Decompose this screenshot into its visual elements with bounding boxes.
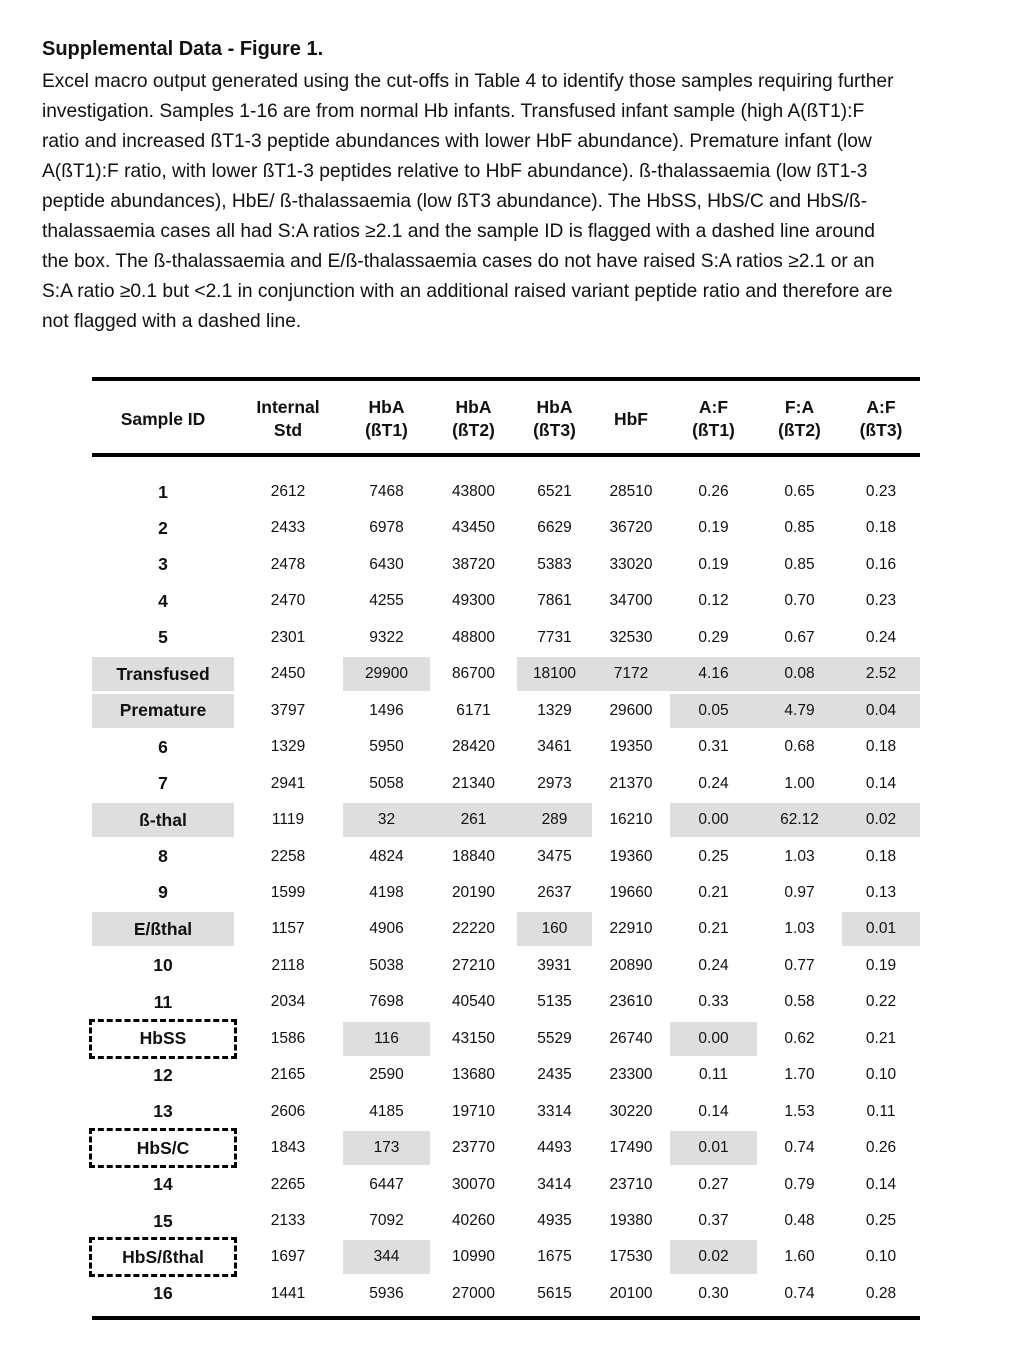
table-cell: 0.21 — [698, 883, 729, 901]
table-cell: 26740 — [609, 1029, 653, 1047]
table-cell: 173 — [343, 1131, 430, 1165]
column-header-line: (ßT3) — [533, 420, 576, 440]
table-cell: 17490 — [609, 1139, 653, 1157]
table-cell: 1.03 — [784, 847, 815, 865]
table-cell: 0.11 — [866, 1102, 896, 1120]
table-cell: 0.10 — [865, 1066, 897, 1084]
table-cell: 0.19 — [698, 555, 729, 573]
table-cell: 0.24 — [698, 956, 729, 974]
sample-id-cell: 8 — [158, 846, 168, 866]
table-cell: 36720 — [609, 519, 653, 537]
table-cell: 1329 — [270, 738, 306, 756]
table-cell: 0.21 — [698, 920, 729, 938]
figure-caption — [42, 67, 977, 337]
sample-id-cell: 16 — [153, 1283, 173, 1304]
table-cell: 18100 — [517, 657, 592, 691]
table-cell: 4906 — [369, 920, 404, 938]
table-cell: 3931 — [537, 956, 572, 974]
sample-id-cell: 12 — [153, 1064, 173, 1085]
table-cell: 29900 — [343, 657, 430, 691]
caption-line: ratio and increased ßT1-3 peptide abundances with lower HbF abundance). Premature infant (low — [42, 131, 872, 152]
column-header-line: HbA — [368, 397, 405, 417]
sample-id-cell: 10 — [153, 955, 173, 976]
table-top-rule — [92, 377, 920, 381]
table-cell: 32 — [343, 803, 430, 837]
table-cell: 1329 — [537, 701, 572, 719]
table-cell: 1843 — [270, 1139, 306, 1157]
sample-id-cell: Transfused — [92, 657, 234, 691]
table-cell: 6629 — [537, 519, 572, 537]
column-header — [430, 389, 517, 449]
sample-id-cell: 1 — [158, 481, 168, 502]
table-cell: 19380 — [609, 1212, 653, 1229]
table-cell: 0.25 — [865, 1212, 897, 1229]
table-cell: 32530 — [609, 628, 653, 646]
sample-id-cell: HbS/C — [92, 1131, 234, 1165]
table-cell: 0.24 — [865, 628, 897, 646]
table-cell: 0.26 — [698, 483, 729, 500]
table-cell: 2470 — [270, 592, 306, 610]
table-cell: 1.53 — [784, 1102, 815, 1120]
table-cell: 1441 — [270, 1284, 306, 1302]
table-cell: 2433 — [270, 519, 306, 537]
table-cell: 7698 — [369, 993, 404, 1011]
table-cell: 43450 — [451, 519, 496, 537]
table-cell: 40260 — [451, 1212, 496, 1229]
caption-line: investigation. Samples 1-16 are from normal Hb infants. Transfused infant sample (high A(ßT1):F — [42, 101, 865, 122]
table-cell: 0.27 — [698, 1175, 729, 1193]
table-cell: 21370 — [609, 774, 653, 792]
table-cell: 0.10 — [865, 1248, 897, 1266]
table-cell: 5936 — [369, 1284, 404, 1302]
figure-title: Supplemental Data - Figure 1. — [42, 38, 324, 60]
table-cell: 1.03 — [784, 920, 815, 938]
column-header-line: HbA — [536, 397, 573, 417]
table-cell: 0.24 — [698, 774, 729, 792]
table-cell: 116 — [343, 1022, 430, 1056]
table-cell: 1496 — [369, 701, 404, 719]
column-header-line: HbF — [613, 408, 649, 429]
table-cell: 2478 — [270, 555, 306, 573]
table-cell: 0.14 — [698, 1102, 729, 1120]
table-cell: 29600 — [609, 701, 653, 719]
table-cell: 2435 — [537, 1066, 572, 1084]
table-cell: 0.00 — [670, 1022, 757, 1056]
column-header — [757, 389, 842, 449]
table-cell: 0.74 — [784, 1139, 815, 1157]
table-cell: 5529 — [537, 1029, 572, 1047]
table-cell: 0.77 — [784, 956, 815, 974]
table-cell: 23710 — [609, 1175, 653, 1193]
sample-id-cell: 14 — [153, 1174, 173, 1195]
table-cell: 2941 — [270, 774, 306, 792]
table-header-rule — [92, 453, 920, 457]
table-cell: 7092 — [369, 1212, 404, 1229]
table-cell: 7172 — [592, 657, 670, 691]
table-cell: 6430 — [369, 555, 404, 573]
table-cell: 6447 — [369, 1175, 404, 1193]
table-cell: 0.58 — [784, 993, 815, 1011]
table-cell: 28510 — [609, 483, 653, 500]
table-cell: 21340 — [451, 774, 496, 792]
table-cell: 43800 — [451, 483, 496, 500]
table-cell: 3475 — [537, 847, 572, 865]
caption-line: S:A ratio ≥0.1 but <2.1 in conjunction with an additional raised variant peptide ratio and therefore are — [42, 281, 893, 302]
table-cell: 0.18 — [865, 738, 897, 756]
table-cell: 1586 — [270, 1029, 306, 1047]
table-cell: 19660 — [609, 883, 653, 901]
column-header-line: (ßT2) — [778, 420, 821, 440]
table-cell: 7861 — [537, 592, 572, 610]
table-cell: 4255 — [369, 592, 404, 610]
table-cell: 0.02 — [842, 803, 920, 837]
table-cell: 4.16 — [670, 657, 757, 691]
column-header-line: Internal — [256, 397, 320, 417]
table-cell: 2118 — [271, 956, 305, 974]
caption-line: not flagged with a dashed line. — [42, 311, 302, 332]
table-cell: 0.67 — [784, 628, 815, 646]
table-cell: 1119 — [271, 811, 305, 829]
table-cell: 5615 — [537, 1284, 572, 1302]
table-cell: 0.79 — [784, 1175, 815, 1193]
table-cell: 0.18 — [865, 847, 897, 865]
table-cell: 9322 — [369, 628, 404, 646]
column-header-line: Std — [273, 420, 303, 440]
column-header — [842, 389, 920, 449]
table-cell: 4935 — [537, 1212, 572, 1229]
column-header-line: A:F — [698, 397, 729, 417]
table-cell: 0.37 — [698, 1212, 729, 1229]
column-header-line: (ßT2) — [452, 420, 495, 440]
table-cell: 0.97 — [784, 883, 815, 901]
table-cell: 20890 — [609, 956, 653, 974]
table-cell: 23770 — [451, 1139, 496, 1157]
table-cell: 0.31 — [698, 738, 729, 756]
table-cell: 2612 — [270, 483, 306, 500]
table-cell: 289 — [517, 803, 592, 837]
table-cell: 43150 — [451, 1029, 496, 1047]
column-header-line: F:A — [784, 397, 815, 417]
table-cell: 0.14 — [865, 774, 897, 792]
table-cell: 33020 — [609, 555, 653, 573]
table-cell: 2973 — [537, 774, 572, 792]
column-header-line: Sample ID — [120, 408, 206, 429]
table-cell: 5135 — [537, 993, 572, 1011]
table-cell: 0.74 — [784, 1284, 815, 1302]
table-cell: 0.85 — [784, 555, 815, 573]
table-cell: 0.13 — [865, 883, 897, 901]
table-cell: 6171 — [456, 701, 491, 719]
sample-id-cell: E/ßthal — [92, 912, 234, 946]
table-cell: 160 — [517, 912, 592, 946]
table-cell: 0.26 — [865, 1139, 897, 1157]
table-cell: 2637 — [537, 883, 572, 901]
table-cell: 0.65 — [784, 483, 815, 500]
sample-id-cell: HbS/ßthal — [92, 1240, 234, 1274]
table-cell: 0.16 — [865, 555, 897, 573]
table-cell: 2450 — [270, 665, 306, 683]
table-cell: 1675 — [537, 1248, 572, 1266]
table-cell: 19350 — [609, 738, 653, 756]
table-cell: 0.29 — [698, 628, 729, 646]
table-cell: 20190 — [451, 883, 496, 901]
column-header-line: (ßT1) — [692, 420, 735, 440]
table-cell: 0.33 — [698, 993, 729, 1011]
table-cell: 30220 — [609, 1102, 653, 1120]
table-cell: 19710 — [451, 1102, 496, 1120]
table-cell: 261 — [430, 803, 517, 837]
table-cell: 30070 — [451, 1175, 496, 1193]
table-cell: 4185 — [369, 1102, 404, 1120]
table-cell: 49300 — [451, 592, 496, 610]
table-cell: 22220 — [451, 920, 496, 938]
table-cell: 3414 — [537, 1175, 572, 1193]
table-cell: 4198 — [369, 883, 404, 901]
table-cell: 0.05 — [670, 694, 757, 728]
table-cell: 5058 — [369, 774, 404, 792]
table-cell: 62.12 — [757, 803, 842, 837]
sample-id-cell: 15 — [153, 1210, 173, 1231]
table-cell: 20100 — [609, 1284, 653, 1302]
table-cell: 1.00 — [784, 774, 815, 792]
table-cell: 48800 — [451, 628, 496, 646]
sample-id-cell: 5 — [158, 627, 168, 648]
table-cell: 0.11 — [698, 1066, 729, 1084]
table-cell: 2265 — [270, 1175, 306, 1193]
sample-id-cell: 6 — [158, 736, 168, 757]
column-header-line: HbA — [455, 397, 492, 417]
table-cell: 5038 — [369, 956, 404, 974]
sample-id-cell: 13 — [153, 1101, 173, 1122]
table-cell: 0.19 — [865, 956, 897, 974]
table-cell: 2034 — [270, 993, 306, 1011]
table-cell: 7468 — [369, 483, 404, 500]
table-cell: 344 — [343, 1240, 430, 1274]
column-header — [592, 389, 670, 449]
table-cell: 0.23 — [865, 483, 897, 500]
table-cell: 1697 — [270, 1248, 306, 1266]
table-cell: 0.21 — [865, 1029, 897, 1047]
table-cell: 0.48 — [784, 1212, 815, 1229]
table-cell: 0.19 — [698, 519, 729, 537]
column-header — [670, 389, 757, 449]
table-cell: 0.14 — [865, 1175, 897, 1193]
table-cell: 38720 — [451, 555, 496, 573]
table-cell: 2133 — [270, 1212, 306, 1229]
table-cell: 27210 — [451, 956, 496, 974]
sample-id-cell: 7 — [158, 773, 168, 794]
table-cell: 7731 — [537, 628, 572, 646]
caption-line: Excel macro output generated using the cut-offs in Table 4 to identify those samples requiring further — [42, 71, 894, 92]
table-cell: 5950 — [369, 738, 404, 756]
table-cell: 86700 — [451, 665, 496, 683]
sample-id-cell: 2 — [158, 517, 168, 538]
column-header — [245, 389, 331, 449]
table-cell: 2258 — [270, 847, 306, 865]
sample-id-cell: 11 — [153, 991, 173, 1012]
table-cell: 0.12 — [698, 592, 729, 610]
column-header-line: A:F — [866, 397, 896, 417]
caption-line: thalassaemia cases all had S:A ratios ≥2.1 and the sample ID is flagged with a dashed line around — [42, 221, 875, 242]
data-table — [92, 377, 920, 1320]
caption-line: peptide abundances), HbE/ ß-thalassaemia (low ßT3 abundance). The HbSS, HbS/C and HbS/ß- — [42, 191, 868, 212]
table-cell: 4824 — [369, 847, 404, 865]
table-cell: 40540 — [451, 993, 496, 1011]
sample-id-cell: 9 — [158, 882, 168, 903]
table-cell: 0.62 — [784, 1029, 815, 1047]
table-cell: 10990 — [451, 1248, 496, 1266]
table-cell: 0.08 — [757, 657, 842, 691]
table-cell: 5383 — [537, 555, 572, 573]
table-cell: 2.52 — [842, 657, 920, 691]
table-cell: 0.68 — [784, 738, 815, 756]
table-cell: 0.30 — [698, 1284, 729, 1302]
table-cell: 0.18 — [865, 519, 897, 537]
table-bottom-rule — [92, 1316, 920, 1320]
sample-id-cell: HbSS — [92, 1022, 234, 1056]
column-header — [92, 389, 234, 449]
table-cell: 3461 — [537, 738, 572, 756]
column-header — [343, 389, 430, 449]
table-cell: 1157 — [271, 920, 305, 938]
table-cell: 2606 — [270, 1102, 306, 1120]
table-cell: 0.25 — [698, 847, 729, 865]
table-cell: 27000 — [451, 1284, 496, 1302]
table-cell: 0.00 — [670, 803, 757, 837]
sample-id-cell: 4 — [158, 590, 168, 611]
table-cell: 1.70 — [784, 1066, 815, 1084]
table-cell: 28420 — [451, 738, 496, 756]
table-cell: 6521 — [537, 483, 572, 500]
sample-id-cell: Premature — [92, 694, 234, 728]
table-cell: 0.01 — [842, 912, 920, 946]
table-cell: 3797 — [270, 701, 306, 719]
sample-id-cell: ß-thal — [92, 803, 234, 837]
table-cell: 18840 — [451, 847, 496, 865]
table-cell: 19360 — [609, 847, 653, 865]
table-cell: 0.02 — [670, 1240, 757, 1274]
table-cell: 2301 — [270, 628, 306, 646]
table-cell: 23300 — [609, 1066, 653, 1084]
caption-line: A(ßT1):F ratio, with lower ßT1-3 peptides relative to HbF abundance). ß-thalassaemia (low ßT1-3 — [42, 161, 868, 182]
table-cell: 0.28 — [865, 1284, 897, 1302]
table-cell: 0.23 — [865, 592, 897, 610]
table-cell: 2590 — [369, 1066, 404, 1084]
table-cell: 22910 — [609, 920, 653, 938]
caption-line: the box. The ß-thalassaemia and E/ß-thalassaemia cases do not have raised S:A ratios ≥2.1 or an — [42, 251, 875, 272]
sample-id-cell: 3 — [158, 554, 168, 575]
table-cell: 0.70 — [784, 592, 815, 610]
table-cell: 17530 — [609, 1248, 653, 1266]
table-cell: 0.04 — [842, 694, 920, 728]
column-header-line: (ßT3) — [859, 420, 903, 440]
table-cell: 23610 — [609, 993, 653, 1011]
table-cell: 3314 — [537, 1102, 572, 1120]
column-header-line: (ßT1) — [365, 420, 408, 440]
table-cell: 4493 — [537, 1139, 572, 1157]
table-cell: 6978 — [369, 519, 404, 537]
table-cell: 13680 — [451, 1066, 496, 1084]
table-cell: 4.79 — [757, 694, 842, 728]
table-cell: 0.85 — [784, 519, 815, 537]
column-header — [517, 389, 592, 449]
table-cell: 1599 — [270, 883, 306, 901]
table-cell: 34700 — [609, 592, 653, 610]
table-cell: 1.60 — [784, 1248, 815, 1266]
table-cell: 0.01 — [670, 1131, 757, 1165]
table-cell: 2165 — [270, 1066, 306, 1084]
table-cell: 16210 — [609, 811, 653, 829]
table-cell: 0.22 — [865, 993, 897, 1011]
